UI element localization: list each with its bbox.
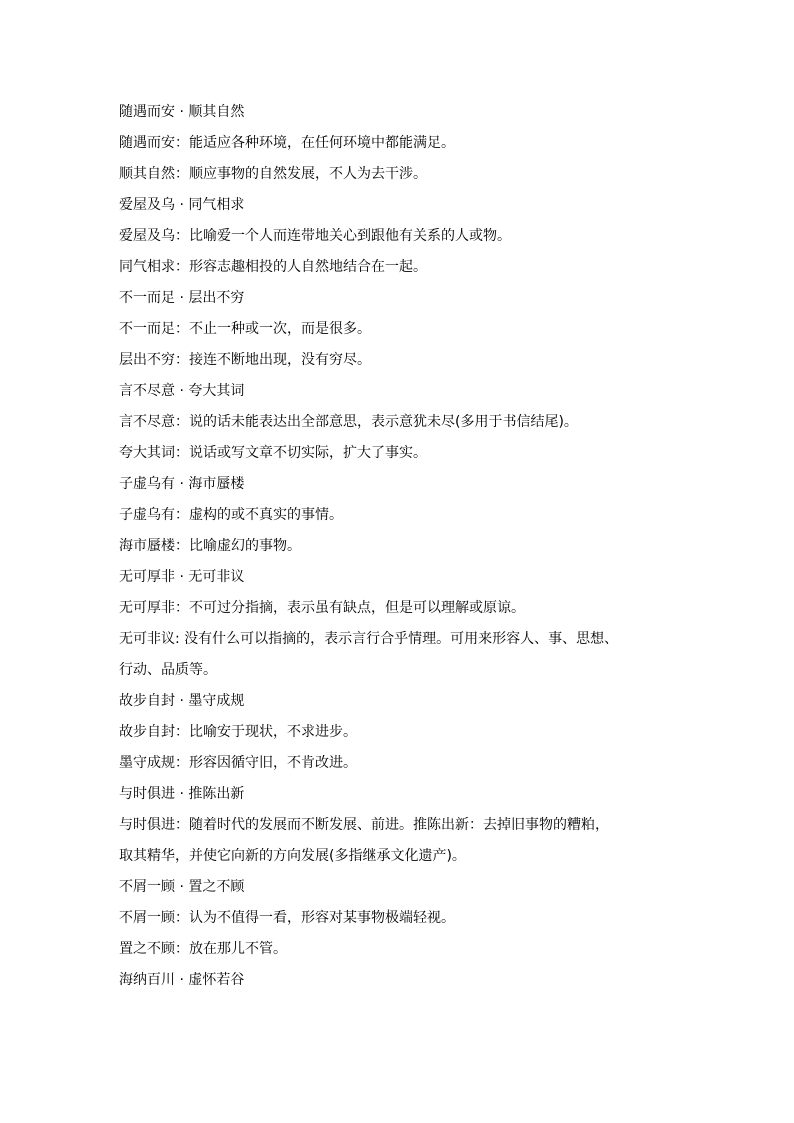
definition-line: 同气相求：形容志趣相投的人自然地结合在一起。	[119, 259, 427, 275]
definition-line: 墨守成规：形容因循守旧，不肯改进。	[119, 755, 357, 771]
definition-line: 无可非议: 没有什么可以指摘的，表示言行合乎情理。可用来形容人、事、思想、	[119, 631, 619, 647]
definition-line: 夸大其词：说话或写文章不切实际，扩大了事实。	[119, 445, 427, 461]
heading-idiom-pair: 不一而足 · 层出不穷	[119, 290, 245, 306]
definition-line: 随遇而安：能适应各种环境，在任何环境中都能满足。	[119, 135, 455, 151]
definition-line: 言不尽意：说的话未能表达出全部意思，表示意犹未尽(多用于书信结尾)。	[119, 414, 578, 430]
definition-line-continued: 取其精华，并使它向新的方向发展(多指继承文化遗产)。	[119, 848, 466, 864]
heading-idiom-pair: 与时俱进 · 推陈出新	[119, 786, 245, 802]
definition-line: 顺其自然：顺应事物的自然发展，不人为去干涉。	[119, 166, 427, 182]
definition-line: 不一而足：不止一种或一次，而是很多。	[119, 321, 371, 337]
definition-line: 与时俱进：随着时代的发展而不断发展、前进。推陈出新：去掉旧事物的糟粕，	[119, 817, 609, 833]
heading-idiom-pair: 子虚乌有 · 海市蜃楼	[119, 476, 245, 492]
heading-idiom-pair: 爱屋及乌 · 同气相求	[119, 197, 245, 213]
document-body	[119, 97, 689, 996]
heading-idiom-pair: 不屑一顾 · 置之不顾	[119, 879, 245, 895]
definition-line: 不屑一顾：认为不值得一看，形容对某事物极端轻视。	[119, 910, 455, 926]
definition-line-continued: 行动、品质等。	[119, 662, 217, 678]
heading-idiom-pair: 言不尽意 · 夸大其词	[119, 383, 245, 399]
definition-line: 层出不穷：接连不断地出现，没有穷尽。	[119, 352, 371, 368]
definition-line: 海市蜃楼：比喻虚幻的事物。	[119, 538, 301, 554]
definition-line: 子虚乌有：虚构的或不真实的事情。	[119, 507, 343, 523]
definition-line: 置之不顾：放在那儿不管。	[119, 941, 287, 957]
definition-line: 无可厚非：不可过分指摘，表示虽有缺点，但是可以理解或原谅。	[119, 600, 525, 616]
heading-idiom-pair: 无可厚非 · 无可非议	[119, 569, 245, 585]
heading-idiom-pair: 故步自封 · 墨守成规	[119, 693, 245, 709]
definition-line: 爱屋及乌：比喻爱一个人而连带地关心到跟他有关系的人或物。	[119, 228, 511, 244]
heading-idiom-pair: 随遇而安 · 顺其自然	[119, 104, 245, 120]
definition-line: 故步自封：比喻安于现状，不求进步。	[119, 724, 357, 740]
heading-idiom-pair: 海纳百川 · 虚怀若谷	[119, 972, 245, 988]
